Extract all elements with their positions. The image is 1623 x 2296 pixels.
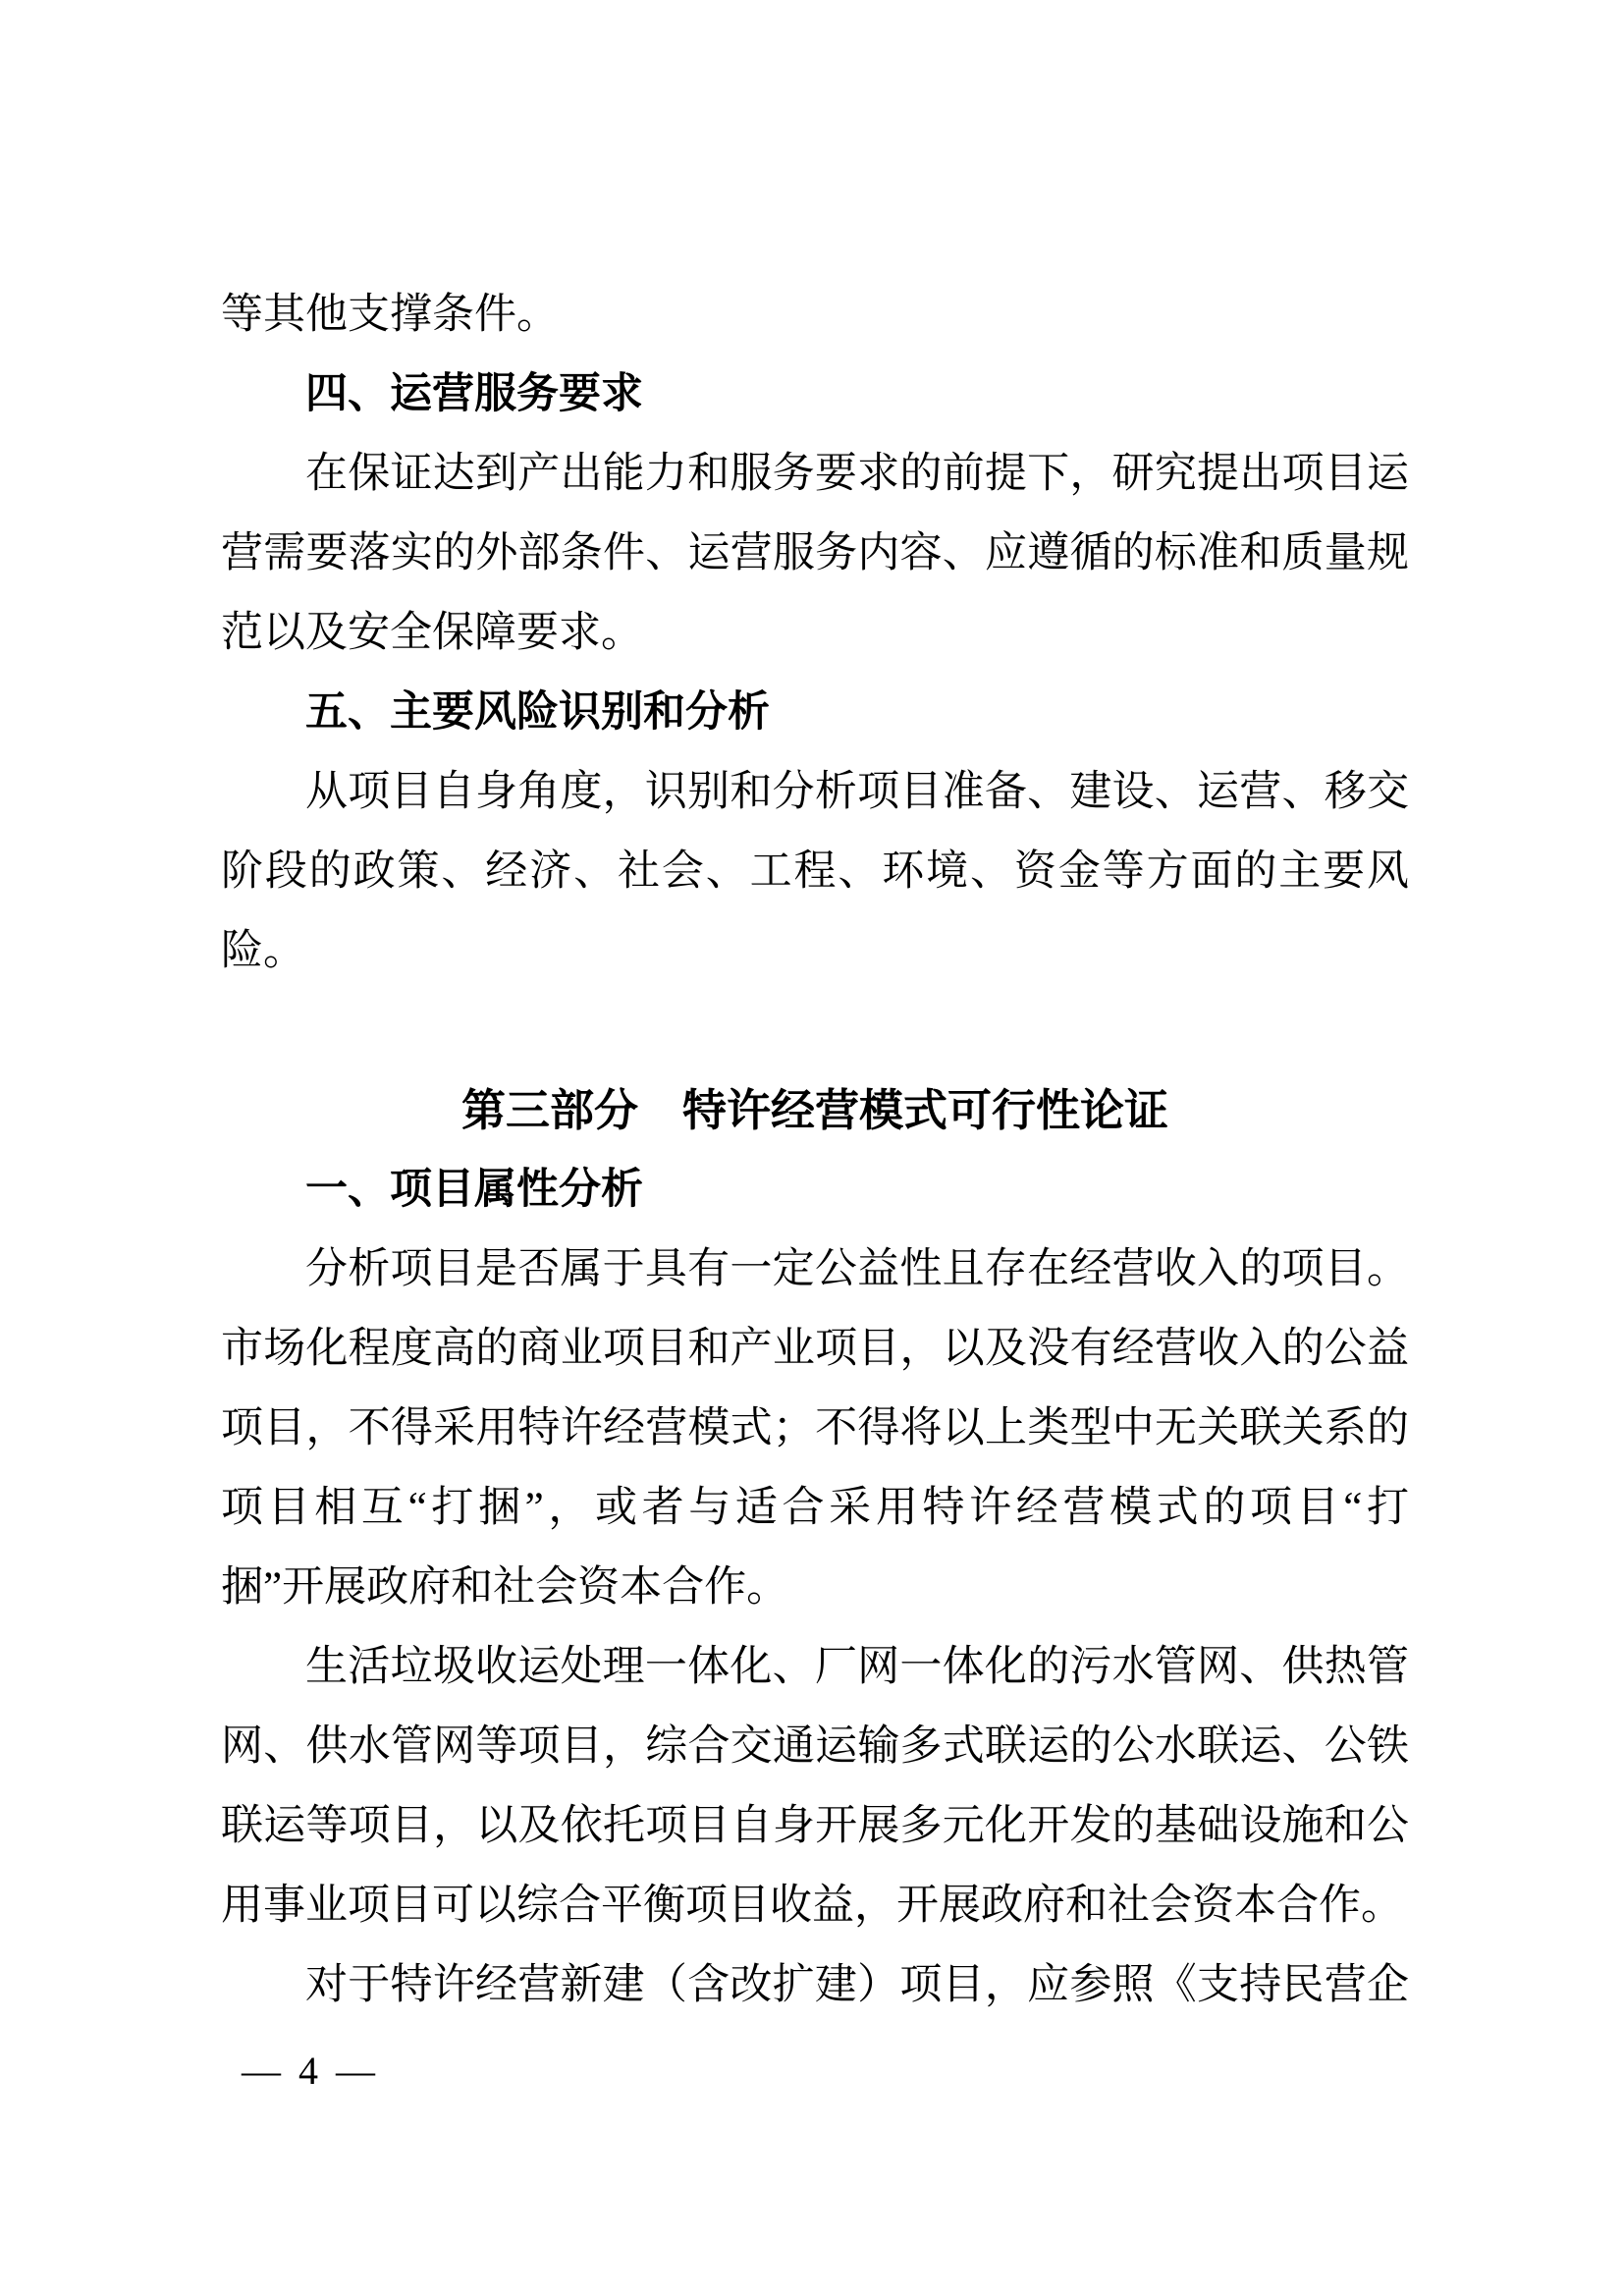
- text-line: 捆”开展政府和社会资本合作。: [221, 1564, 789, 1611]
- text-line: 生活垃圾收运处理一体化、厂网一体化的污水管网、供热管: [305, 1644, 1409, 1690]
- text-line: 网、供水管网等项目，综合交通运输多式联运的公水联运、公铁: [221, 1723, 1409, 1770]
- section-heading: 第三部分 特许经营模式可行性论证: [460, 1085, 1168, 1135]
- blank-line: [221, 991, 1409, 1070]
- page-number: — 4 —: [242, 2049, 379, 2093]
- text-line: 等其他支撑条件。: [221, 292, 559, 338]
- text-line: 险。: [221, 928, 305, 974]
- document-body: [221, 275, 1409, 2025]
- subsection-heading: 一、项目属性分析: [305, 1166, 643, 1213]
- text-line: 项目，不得采用特许经营模式；不得将以上类型中无关联关系的: [221, 1405, 1409, 1451]
- text-line: 从项目自身角度，识别和分析项目准备、建设、运营、移交: [305, 769, 1409, 815]
- text-line: 对于特许经营新建（含改扩建）项目，应参照《支持民营企: [305, 1962, 1409, 2008]
- text-line: 分析项目是否属于具有一定公益性且存在经营收入的项目。: [305, 1246, 1409, 1292]
- text-line: 市场化程度高的商业项目和产业项目，以及没有经营收入的公益: [221, 1326, 1409, 1372]
- text-line: 营需要落实的外部条件、运营服务内容、应遵循的标准和质量规: [221, 530, 1409, 576]
- text-line: 阶段的政策、经济、社会、工程、环境、资金等方面的主要风: [221, 848, 1409, 895]
- text-line: 范以及安全保障要求。: [221, 610, 643, 656]
- subsection-heading: 五、主要风险识别和分析: [305, 688, 770, 736]
- text-line: 用事业项目可以综合平衡项目收益，开展政府和社会资本合作。: [221, 1883, 1403, 1929]
- text-line: 项目相互“打捆”，或者与适合采用特许经营模式的项目“打: [221, 1485, 1409, 1531]
- text-line: 联运等项目，以及依托项目自身开展多元化开发的基础设施和公: [221, 1803, 1409, 1849]
- text-line: 在保证达到产出能力和服务要求的前提下，研究提出项目运: [305, 451, 1409, 497]
- subsection-heading: 四、运营服务要求: [305, 370, 643, 417]
